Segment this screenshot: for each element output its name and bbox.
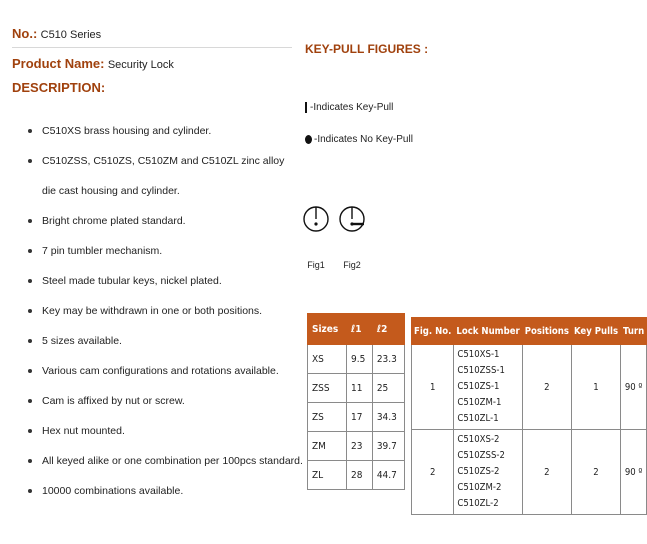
- lock-number-line: C510ZL-2: [457, 498, 499, 509]
- figure-1-label: Fig1: [307, 260, 325, 270]
- table-cell: 2: [412, 430, 454, 515]
- table-cell: XS: [308, 345, 347, 374]
- table-cell: 34.3: [372, 403, 404, 432]
- lock-number-line: C510ZS-1 C510ZM-1: [457, 381, 502, 408]
- description-item: C510XS brass housing and cylinder.: [28, 116, 298, 146]
- description-item: Hex nut mounted.: [28, 416, 298, 446]
- table-cell: 39.7: [372, 432, 404, 461]
- table-cell: 2: [522, 430, 571, 515]
- legend-key-pull-text: -Indicates Key-Pull: [310, 102, 394, 113]
- series-number-label: No.:: [12, 26, 38, 41]
- table-row: [308, 374, 405, 403]
- lock-number-table: [411, 317, 647, 515]
- key-pull-bar-icon: [305, 102, 307, 113]
- table-cell: 9.5: [347, 345, 373, 374]
- description-item: 7 pin tumbler mechanism.: [28, 236, 298, 266]
- l1-col-header: ℓ1: [347, 314, 373, 345]
- table-cell: 1: [412, 345, 454, 430]
- figure-2-label: Fig2: [343, 260, 361, 270]
- table-cell: 2: [571, 430, 620, 515]
- description-item: Cam is affixed by nut or screw.: [28, 386, 298, 416]
- table-row: [308, 461, 405, 490]
- turn-col-header: Turn: [621, 318, 647, 345]
- table-row: [308, 432, 405, 461]
- description-item: C510ZSS, C510ZS, C510ZM and C510ZL zinc alloy: [28, 146, 298, 176]
- table-cell: ZM: [308, 432, 347, 461]
- fig-no-col-header: Fig. No.: [412, 318, 454, 345]
- description-item: Steel made tubular keys, nickel plated.: [28, 266, 298, 296]
- lock-number-line: C510ZS-2 C510ZM-2: [457, 466, 502, 493]
- description-item: All keyed alike or one combination per 100pcs standard.: [28, 446, 298, 476]
- table-cell: 11: [347, 374, 373, 403]
- table-cell: 1: [571, 345, 620, 430]
- description-item: 10000 combinations available.: [28, 476, 298, 506]
- table-cell: 90 º: [621, 345, 647, 430]
- legend-no-key-pull: [305, 134, 413, 145]
- description-heading: DESCRIPTION:: [12, 80, 106, 95]
- table-cell: 90 º: [621, 430, 647, 515]
- table-row: [308, 403, 405, 432]
- figure-2: [338, 202, 366, 270]
- table-row: [412, 430, 647, 515]
- sizes-table: [307, 313, 405, 490]
- table-cell: 17: [347, 403, 373, 432]
- lock-number-cell: [454, 430, 522, 515]
- lock-position-2-icon: [338, 202, 366, 236]
- table-row: [308, 345, 405, 374]
- key-pulls-col-header: Key Pulls: [571, 318, 620, 345]
- no-key-pull-dot-icon: [305, 135, 312, 144]
- table-cell: 25: [372, 374, 404, 403]
- table-cell: 23.3: [372, 345, 404, 374]
- product-name-value: Security Lock: [107, 59, 174, 71]
- description-item: Key may be withdrawn in one or both positions.: [28, 296, 298, 326]
- lock-number-cell: [454, 345, 522, 430]
- sizes-table-header-row: [308, 314, 405, 345]
- table-cell: 2: [522, 345, 571, 430]
- description-item: die cast housing and cylinder.: [42, 185, 180, 197]
- series-number-line: [12, 26, 101, 41]
- header-divider: [12, 47, 292, 48]
- sizes-col-header: Sizes: [308, 314, 347, 345]
- description-item: Various cam configurations and rotations available.: [28, 356, 298, 386]
- legend-key-pull: [305, 102, 393, 113]
- description-list: [28, 116, 303, 506]
- table-cell: 44.7: [372, 461, 404, 490]
- table-cell: 28: [347, 461, 373, 490]
- figure-1: [302, 202, 330, 270]
- key-pull-heading: KEY-PULL FIGURES :: [305, 42, 429, 56]
- table-cell: ZS: [308, 403, 347, 432]
- series-number-value: C510 Series: [40, 29, 102, 41]
- legend-no-key-pull-text: -Indicates No Key-Pull: [314, 134, 413, 145]
- positions-col-header: Positions: [522, 318, 571, 345]
- lock-number-col-header: Lock Number: [454, 318, 522, 345]
- l2-col-header: ℓ2: [372, 314, 404, 345]
- description-item: Bright chrome plated standard.: [28, 206, 298, 236]
- table-row: [412, 345, 647, 430]
- lock-position-1-icon: [302, 202, 330, 236]
- table-cell: 23: [347, 432, 373, 461]
- lock-table-header-row: [412, 318, 647, 345]
- product-name-label: Product Name:: [12, 56, 105, 71]
- table-cell: ZL: [308, 461, 347, 490]
- lock-number-line: C510XS-2 C510ZSS-2: [457, 434, 505, 461]
- description-item: 5 sizes available.: [28, 326, 298, 356]
- table-cell: ZSS: [308, 374, 347, 403]
- lock-number-line: C510XS-1 C510ZSS-1: [457, 349, 505, 376]
- lock-number-line: C510ZL-1: [457, 413, 499, 424]
- product-name-line: [12, 56, 174, 71]
